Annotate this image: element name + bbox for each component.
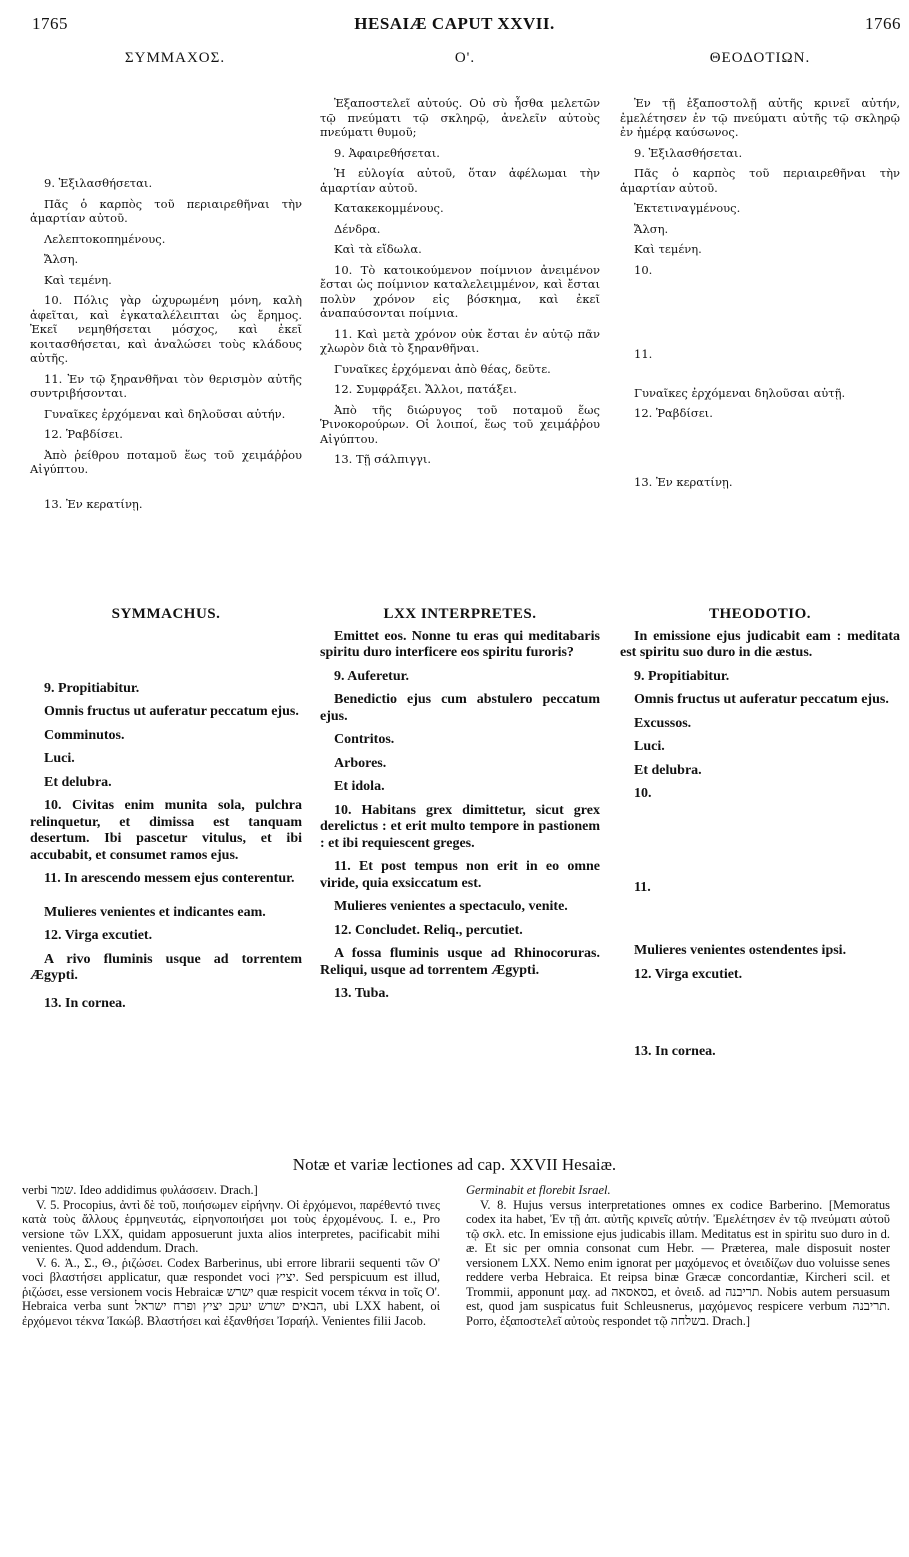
verse-line: Emittet eos. Nonne tu eras qui meditabaris spiritu duro interficere eos spiritu furoris? <box>320 628 600 660</box>
verse-line: Γυναῖκες ἐρχόμεναι ἀπὸ θέας, δεῦτε. <box>334 361 551 376</box>
verse-line: 10. Civitas enim munita sola, pulchra relinquetur, et dimissa est tanquam desertum. Ibi pascetur vitulus, et ibi accubabit, et consumet ramos ejus. <box>30 798 302 863</box>
verse-line: Ἡ εὐλογία αὐτοῦ, ὅταν ἀφέλωμαι τὴν ἁμαρτίαν αὐτοῦ. <box>320 166 600 195</box>
verse-line: 11. Ἐν τῷ ξηρανθῆναι τὸν θερισμὸν αὐτῆς συντριβήσονται. <box>30 371 302 400</box>
note-paragraph: V. 5. Procopius, ἀντὶ δὲ τοῦ, ποιήσωμεν εἰρήνην. Οἱ ἐρχόμενοι, παρέθεντό τινες κατὰ τοὺς ἄλλους ἑρμηνευτάς, εἰρηνοποιήσει μοι τοὺς ἐρχομένους. I. e., Pro versione τῶν LXX, quidam apposuerunt juxta alios interpretes, pacificabit mihi venientes. Quod addendum. Drach. <box>22 1197 440 1255</box>
verse-line: 10. Πόλις γὰρ ὠχυρωμένη μόνη, καλὴ ἀφεῖται, καὶ ἐγκαταλέλειπται ὡς ἔρημος. Ἐκεῖ νεμηθήσεται μόσχος, καὶ ἐκεῖ κοιτασθήσεται, καὶ ἀναλώσει τοὺς κλάδους αὐτῆς. <box>30 293 302 365</box>
verse-line: Et idola. <box>334 779 385 794</box>
verse-line: 12. Ῥαβδίσει. <box>634 406 713 420</box>
verse-line: 9. Propitiabitur. <box>44 680 140 696</box>
note-paragraph: V. 8. Hujus versus interpretationes omnes ex codice Barberino. [Memoratus codex ita habet, Ἐν τῇ ἀπ. αὐτῆς κρινεῖς αὐτήν. Ἐμελέτησεν ἐν τῷ πνεύματι αὐτοῦ τῷ σκλ. etc. In emissione ejus judicabis illam. Meditatus est in spiritu suo duro in d. æ. Et sic per omnia consonat cum Hebr. — Præterea, male disposuit noster versionem LXX. Nemo enim ignorat per μαχόμενος et ὀνειδίζων duo voluisse senes reddere verba Hebraica. Et reipsa binæ Græcæ concordantiæ, Kircheri scil. et Trommii, apponunt μαχ. ad בסאסאה, et ὀνειδ. ad תריבנה. Nobis autem persuasum est, quod jam suspicatus fuit Schleusnerus, μαχόμενος respicere verbum תריבנה. Porro, ἐξαποστελεῖ αὐτοὺς respondet τῷ בשלחה. Drach.] <box>466 1197 890 1328</box>
verse-line: 13. Ἐν κερατίνῃ. <box>634 474 733 489</box>
verse-line: 9. Propitiabitur. <box>634 668 730 684</box>
verse-line: 12. Ῥαβδίσει. <box>44 427 123 441</box>
greek-head-lxx: Ο'. <box>454 50 476 66</box>
verse-line: 11. Et post tempus non erit in eo omne viride, quia exsiccatum est. <box>320 859 600 891</box>
verse-line: 10. Habitans grex dimittetur, sicut grex derelictus : et erit multo tempore in pastionem : et ibi requiescent greges. <box>320 802 600 851</box>
verse-line: 9. Auferetur. <box>334 668 410 684</box>
verse-line: Et delubra. <box>634 762 702 778</box>
latin-head-symmachus: SYMMACHUS. <box>111 606 221 622</box>
verse-line: Καὶ τὰ εἴδωλα. <box>334 242 422 256</box>
verse-line: 11. <box>634 879 651 895</box>
verse-line: Γυναῖκες ἐρχόμεναι δηλοῦσαι αὐτῇ. <box>634 385 846 400</box>
verse-line: Κατακεκομμένους. <box>334 201 444 215</box>
verse-line: Ἄλση. <box>44 252 79 266</box>
verse-line: A rivo fluminis usque ad torrentem Ægypti. <box>30 951 302 983</box>
notes-title: Notæ et variæ lectiones ad cap. XXVII Hesaiæ. <box>292 1155 617 1174</box>
latin-symmachus-column <box>30 606 302 1019</box>
verse-line: Λελεπτοκοπημένους. <box>44 231 166 246</box>
verse-line: 11. Καὶ μετὰ χρόνον οὐκ ἔσται ἐν αὐτῷ πᾶν χλωρὸν διὰ τὸ ξηρανθῆναι. <box>320 326 600 355</box>
greek-symmachus-column <box>30 176 302 517</box>
page-title: HESAIÆ CAPUT XXVII. <box>354 14 555 33</box>
verse-line: Ἀπὸ ῥείθρου ποταμοῦ ἕως τοῦ χειμάῤῥου Αἰγύπτου. <box>30 447 302 476</box>
verse-line: 11. In arescendo messem ejus conterentur. <box>44 871 295 886</box>
verse-line: Δένδρα. <box>334 221 381 236</box>
verse-line: 9. Ἐξιλασθήσεται. <box>634 145 743 160</box>
verse-line: A fossa fluminis usque ad Rhinocoruras. Reliqui, usque ad torrentem Ægypti. <box>320 946 600 978</box>
verse-line: Ἐξαποστελεῖ αὐτούς. Οὐ σὺ ἦσθα μελετῶν τῷ πνεύματι τῷ σκληρῷ, ἀνελεῖν αὐτοὺς πνεύματι θυμοῦ; <box>320 96 600 139</box>
note-paragraph: Germinabit et florebit Israel. <box>466 1183 611 1197</box>
latin-theodotion-column <box>620 606 900 1068</box>
verse-line: Comminutos. <box>44 727 125 743</box>
verse-line: 11. <box>634 347 653 361</box>
verse-line: Ἐν τῇ ἐξαποστολῇ αὐτῆς κρινεῖ αὐτήν, ἐμελέτησεν ἐν τῷ πνεύματι αὐτῆς τῷ σκληρῷ ἐν ἡμέρᾳ καύσωνος. <box>620 96 900 139</box>
verse-line: Ἄλση. <box>634 221 669 236</box>
latin-head-theodotion: THEODOTIO. <box>708 606 812 622</box>
verse-line: Arbores. <box>334 755 387 771</box>
verse-line: Mulieres venientes ostendentes ipsi. <box>634 943 847 958</box>
verse-line: Omnis fructus ut auferatur peccatum ejus. <box>634 692 889 707</box>
verse-line: 9. Ἀφαιρεθήσεται. <box>334 145 440 160</box>
verse-line: 10. Τὸ κατοικούμενον ποίμνιον ἀνειμένον ἔσται ὡς ποίμνιον καταλελειμμένον, καὶ ἔσται πολὺν χρόνον εἰς βόσκημα, καὶ ἐκεῖ ἀναπαύσονται ποίμνια. <box>320 262 600 320</box>
notes-right-column <box>466 1183 890 1328</box>
verse-line: 13. Tuba. <box>334 986 389 1001</box>
verse-line: Luci. <box>634 739 665 754</box>
verse-line: Et delubra. <box>44 774 112 790</box>
greek-theodotion-column <box>620 96 900 495</box>
verse-line: Contritos. <box>334 732 395 747</box>
verse-line: Καὶ τεμένη. <box>634 242 702 256</box>
verse-line: Mulieres venientes a spectaculo, venite. <box>334 899 568 914</box>
verse-line: Πᾶς ὁ καρπὸς τοῦ περιαιρεθῆναι τὴν ἁμαρτίαν αὐτοῦ. <box>30 196 302 225</box>
page-number-right: 1766 <box>865 14 901 33</box>
verse-line: Luci. <box>44 751 75 766</box>
verse-line: Καὶ τεμένη. <box>44 272 112 287</box>
verse-line: 9. Ἐξιλασθήσεται. <box>44 176 153 190</box>
verse-line: Excussos. <box>634 715 692 731</box>
verse-line: 13. Ἐν κερατίνῃ. <box>44 496 143 511</box>
note-paragraph: V. 6. Ἀ., Σ., Θ., ῥιζώσει. Codex Barberinus, ubi errore librarii sequenti τῶν Ο' voci βλαστήσει applicatur, quæ respondet voci יציץ. Sed perspicuum est illud, ῥιζώσει, esse versionem vocis Hebraicæ ישרש quæ respicit vocem τέκνα in τοῖς Ο'. Hebraica verba sunt הבאים ישרש יעקב יציץ ופרח ישראל, ubi LXX habent, οἱ ἐρχόμενοι τέκνα Ἰακώβ. Βλαστήσει καὶ ἐξανθήσει Ἰσραήλ. Venientes filii Jacob. <box>22 1255 441 1328</box>
verse-line: 12. Virga excutiet. <box>634 966 743 982</box>
running-header <box>0 14 909 38</box>
verse-line: 10. <box>634 786 652 801</box>
note-paragraph: verbi שמר. Ideo addidimus φυλάσσειν. Drach.] <box>22 1183 258 1197</box>
verse-line: 12. Concludet. Reliq., percutiet. <box>334 922 523 938</box>
greek-head-symmachus: ΣΥΜΜΑΧΟΣ. <box>124 50 226 66</box>
greek-lxx-column <box>320 96 600 473</box>
verse-line: In emissione ejus judicabit eam : meditata est spiritu suo duro in die æstus. <box>620 628 900 660</box>
greek-head-theodotion: ΘΕΟΔΟΤΙΩΝ. <box>709 50 811 66</box>
latin-lxx-column <box>320 606 600 1010</box>
verse-line: Πᾶς ὁ καρπὸς τοῦ περιαιρεθῆναι τὴν ἁμαρτίαν αὐτοῦ. <box>620 166 900 195</box>
verse-line: Ἐκτετιναγμένους. <box>634 201 741 215</box>
page-number-left: 1765 <box>32 14 68 33</box>
verse-line: Benedictio ejus cum abstulero peccatum ejus. <box>320 692 600 724</box>
verse-line: 13. Τῇ σάλπιγγι. <box>334 452 432 466</box>
verse-line: Γυναῖκες ἐρχόμεναι καὶ δηλοῦσαι αὐτήν. <box>44 406 286 421</box>
verse-line: 10. <box>634 262 653 277</box>
verse-line: 12. Virga excutiet. <box>44 928 153 943</box>
notes-left-column <box>22 1183 440 1328</box>
verse-line: Mulieres venientes et indicantes eam. <box>44 904 266 920</box>
latin-head-lxx: LXX INTERPRETES. <box>383 606 537 622</box>
verse-line: Ἀπὸ τῆς διώρυγος τοῦ ποταμοῦ ἕως Ῥινοκορούρων. Οἱ λοιποί, ἕως τοῦ χειμάῤῥου Αἰγύπτου. <box>320 402 600 446</box>
verse-line: 13. In cornea. <box>44 995 126 1011</box>
verse-line: 12. Συμφράξει. Ἄλλοι, πατάξει. <box>334 382 517 396</box>
verse-line: 13. In cornea. <box>634 1044 716 1059</box>
verse-line: Omnis fructus ut auferatur peccatum ejus. <box>44 704 299 719</box>
